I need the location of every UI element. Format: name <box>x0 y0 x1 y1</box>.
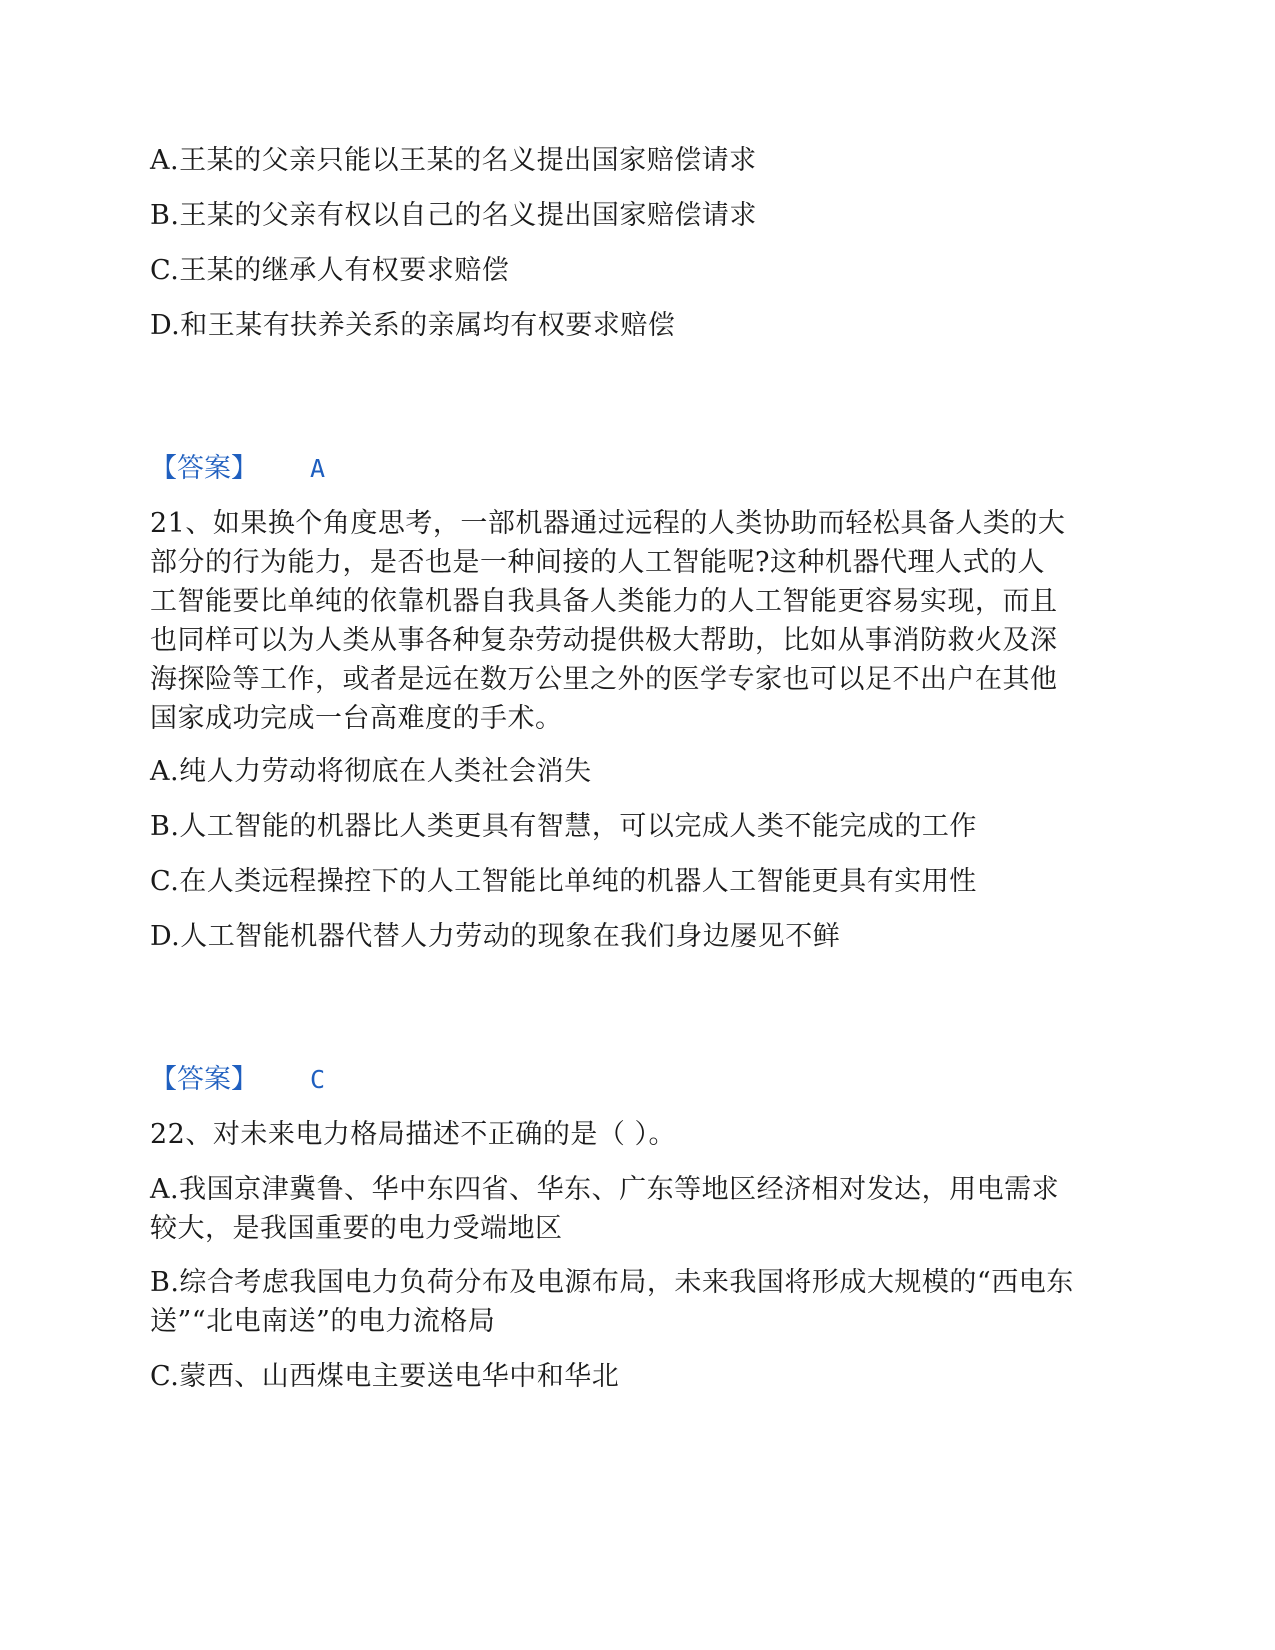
prev-option-a: A.王某的父亲只能以王某的名义提出国家赔偿请求 <box>150 145 757 176</box>
prev-option-c: C.王某的继承人有权要求赔偿 <box>150 255 510 286</box>
q21-option-a: A.纯人力劳动将彻底在人类社会消失 <box>150 756 592 787</box>
prev-option-d: D.和王某有扶养关系的亲属均有权要求赔偿 <box>150 310 676 341</box>
q21-stem-line-4: 也同样可以为人类从事各种复杂劳动提供极大帮助，比如从事消防救火及深 <box>150 625 1058 656</box>
q21-option-d: D.人工智能机器代替人力劳动的现象在我们身边屡见不鲜 <box>150 921 841 952</box>
q21-option-b: B.人工智能的机器比人类更具有智慧，可以完成人类不能完成的工作 <box>150 811 977 842</box>
prev-answer <box>150 449 325 489</box>
answer-value: A <box>310 454 326 483</box>
q22-option-c: C.蒙西、山西煤电主要送电华中和华北 <box>150 1361 620 1392</box>
q22-option-b-line-1: B.综合考虑我国电力负荷分布及电源布局，未来我国将形成大规模的“西电东 <box>150 1267 1074 1298</box>
q21-stem-line-3: 工智能要比单纯的依靠机器自我具备人类能力的人工智能更容易实现，而且 <box>150 586 1058 617</box>
answer-label: 【答案】 <box>150 453 258 484</box>
answer-value: C <box>310 1065 326 1094</box>
q22-option-a-line-2: 较大，是我国重要的电力受端地区 <box>150 1213 563 1244</box>
prev-option-b: B.王某的父亲有权以自己的名义提出国家赔偿请求 <box>150 200 757 231</box>
q21-stem-line-1: 21、如果换个角度思考，一部机器通过远程的人类协助而轻松具备人类的大 <box>150 508 1066 539</box>
q21-stem-line-5: 海探险等工作，或者是远在数万公里之外的医学专家也可以足不出户在其他 <box>150 664 1058 695</box>
q22-option-b-line-2: 送”“北电南送”的电力流格局 <box>150 1306 496 1337</box>
answer-label: 【答案】 <box>150 1064 258 1095</box>
q21-stem-line-6: 国家成功完成一台高难度的手术。 <box>150 703 563 734</box>
q21-stem-line-2: 部分的行为能力，是否也是一种间接的人工智能呢?这种机器代理人式的人 <box>150 547 1045 578</box>
q21-answer <box>150 1060 325 1100</box>
q21-option-c: C.在人类远程操控下的人工智能比单纯的机器人工智能更具有实用性 <box>150 866 977 897</box>
q22-stem: 22、对未来电力格局描述不正确的是（ ）。 <box>150 1119 676 1150</box>
q22-option-a-line-1: A.我国京津冀鲁、华中东四省、华东、广东等地区经济相对发达，用电需求 <box>150 1174 1060 1205</box>
